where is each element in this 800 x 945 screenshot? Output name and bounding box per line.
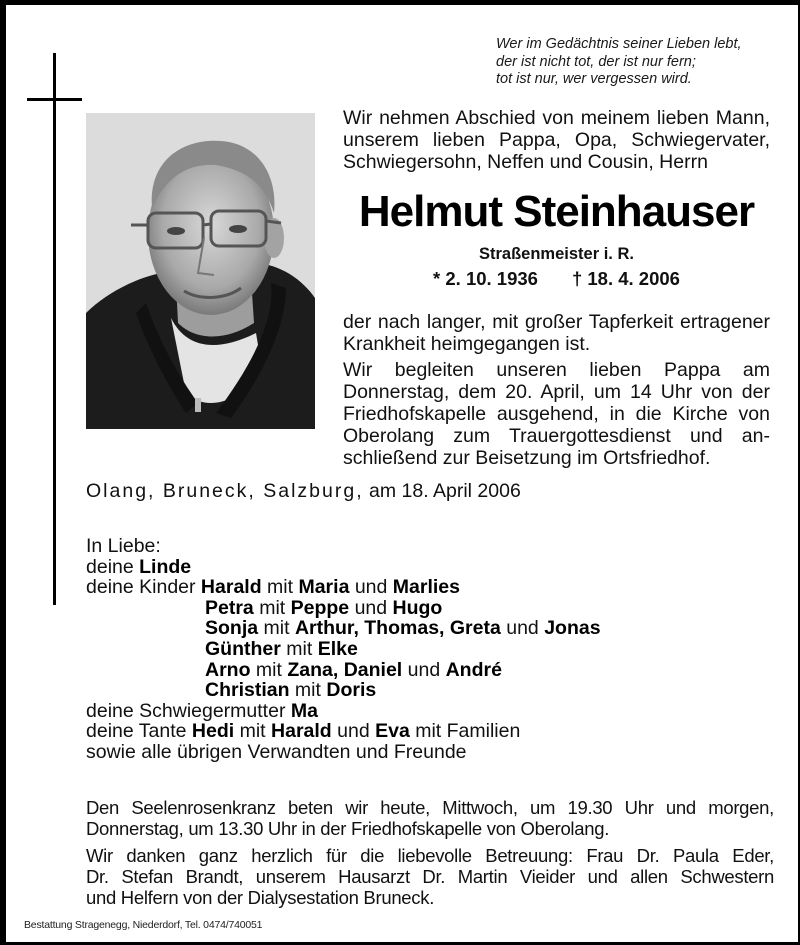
mourner-name: Hugo bbox=[392, 596, 443, 619]
intro-text bbox=[343, 107, 770, 173]
mourner-row bbox=[86, 577, 601, 598]
mourner-name: Elke bbox=[317, 637, 358, 660]
mourner-name: Linde bbox=[139, 555, 192, 578]
motto-line: Wer im Gedächtnis seiner Lieben lebt, bbox=[496, 36, 742, 52]
mourner-name: Petra bbox=[205, 596, 254, 619]
mourner-name: Jonas bbox=[544, 617, 601, 640]
passing-paragraph bbox=[343, 311, 770, 355]
places: Olang, Bruneck, Salzburg, bbox=[86, 480, 364, 502]
intro-line: Schwiegersohn, Neffen und Cousin, Herrn bbox=[343, 151, 708, 173]
mourners-list bbox=[86, 536, 601, 763]
mourner-name: Maria bbox=[298, 576, 350, 599]
mourner-name: Peppe bbox=[290, 596, 350, 619]
mourner-name: Doris bbox=[326, 679, 377, 702]
mourner-relation: mit bbox=[280, 637, 318, 660]
mourner-name: Günther bbox=[205, 637, 281, 660]
mourner-relation: mit bbox=[253, 596, 291, 619]
cross-icon-horizontal bbox=[27, 98, 82, 101]
mourner-relation: mit bbox=[258, 617, 295, 640]
paragraph-line: Den Seelenrosenkranz beten wir heute, Mittwoch, um 19.30 Uhr und morgen, bbox=[86, 797, 774, 818]
mourner-row bbox=[86, 618, 601, 639]
mourner-name: Eva bbox=[375, 720, 410, 743]
rosary-paragraph bbox=[86, 797, 774, 839]
portrait-photo bbox=[86, 113, 315, 429]
mourners-heading: In Liebe: bbox=[86, 535, 161, 557]
mourner-row bbox=[86, 639, 601, 660]
undertaker-credit: Bestattung Stragenegg, Niederdorf, Tel. 0474/740051 bbox=[24, 919, 263, 931]
notice-date: am 18. April 2006 bbox=[363, 480, 521, 502]
paragraph-line: Krankheit heimgegangen ist. bbox=[343, 333, 591, 355]
paragraph-line: Oberolang zum Trauergottesdienst und an- bbox=[343, 425, 770, 447]
death-date: † 18. 4. 2006 bbox=[571, 268, 680, 289]
mourner-name: Hedi bbox=[191, 720, 235, 743]
mourner-row bbox=[86, 721, 601, 742]
deceased-title: Straßenmeister i. R. bbox=[479, 245, 634, 263]
mourner-row bbox=[86, 660, 601, 681]
mourner-relation: und bbox=[349, 576, 393, 599]
motto-line: der ist nicht tot, der ist nur fern; bbox=[496, 53, 696, 70]
mourners-rows bbox=[86, 557, 601, 763]
paragraph-line: Donnerstag, dem 20. April, um 14 Uhr von der bbox=[343, 381, 770, 403]
mourner-name: Zana, Daniel bbox=[287, 658, 403, 681]
life-dates bbox=[343, 268, 770, 290]
paragraph-line: der nach langer, mit großer Tapferkeit ertragener bbox=[343, 311, 770, 333]
mourner-relation: deine Tante bbox=[86, 720, 192, 743]
mourner-relation: deine bbox=[86, 555, 140, 578]
mourner-row bbox=[86, 701, 601, 722]
paragraph-line: und Helfern von der Dialysestation Bruneck. bbox=[86, 887, 435, 908]
mourner-relation: deine Kinder bbox=[86, 576, 201, 599]
paragraph-line: Donnerstag, um 13.30 Uhr in der Friedhofskapelle von Oberolang. bbox=[86, 818, 610, 839]
portrait-icon bbox=[86, 113, 315, 429]
mourner-relation: mit bbox=[250, 658, 288, 681]
mourner-relation: und bbox=[402, 658, 446, 681]
mourner-row bbox=[86, 742, 601, 763]
cross-icon-vertical bbox=[53, 53, 56, 605]
mourner-relation: und bbox=[500, 617, 545, 640]
paragraph-line: Wir danken ganz herzlich für die liebevolle Betreuung: Frau Dr. Paula Eder, bbox=[86, 845, 774, 866]
mourner-row bbox=[86, 598, 601, 619]
deceased-name: Helmut Steinhauser bbox=[358, 187, 755, 236]
mourner-relation: mit bbox=[234, 720, 272, 743]
mourner-relation: sowie alle übrigen Verwandten und Freunde bbox=[86, 740, 467, 763]
mourner-name: Marlies bbox=[392, 576, 460, 599]
mourner-name: Arno bbox=[205, 658, 251, 681]
funeral-paragraph bbox=[343, 359, 770, 469]
place-and-date bbox=[86, 480, 521, 502]
thanks-paragraph bbox=[86, 845, 774, 908]
mourner-name: Harald bbox=[200, 576, 262, 599]
intro-line: Wir nehmen Abschied von meinem lieben Mann, bbox=[343, 107, 770, 129]
mourner-row bbox=[86, 680, 601, 701]
motto-quote bbox=[496, 36, 796, 89]
mourner-relation: und bbox=[349, 596, 393, 619]
mourner-relation: mit Familien bbox=[409, 720, 521, 743]
mourner-row bbox=[86, 557, 601, 578]
mourner-name: Sonja bbox=[205, 617, 259, 640]
mourner-name: André bbox=[445, 658, 502, 681]
mourner-name: Ma bbox=[290, 699, 318, 722]
mourner-relation: deine Schwiegermutter bbox=[86, 699, 291, 722]
mourner-relation: und bbox=[331, 720, 376, 743]
mourner-name: Harald bbox=[271, 720, 332, 743]
paragraph-line: Wir begleiten unseren lieben Pappa am bbox=[343, 359, 770, 381]
mourner-name: Arthur, Thomas, Greta bbox=[294, 617, 501, 640]
paragraph-line: Dr. Stefan Brandt, unserem Hausarzt Dr. Martin Vieider und allen Schwestern bbox=[86, 866, 774, 887]
paragraph-line: Friedhofskapelle ausgehend, in die Kirche von bbox=[343, 403, 770, 425]
paragraph-line: schließend zur Beisetzung im Ortsfriedhof. bbox=[343, 447, 711, 469]
intro-line: unserem lieben Pappa, Opa, Schwiegervater, bbox=[343, 129, 770, 151]
mourner-relation: mit bbox=[289, 679, 327, 702]
mourner-relation: mit bbox=[261, 576, 299, 599]
birth-date: * 2. 10. 1936 bbox=[433, 268, 538, 289]
mourner-name: Christian bbox=[205, 679, 290, 702]
motto-line: tot ist nur, wer vergessen wird. bbox=[496, 71, 692, 87]
